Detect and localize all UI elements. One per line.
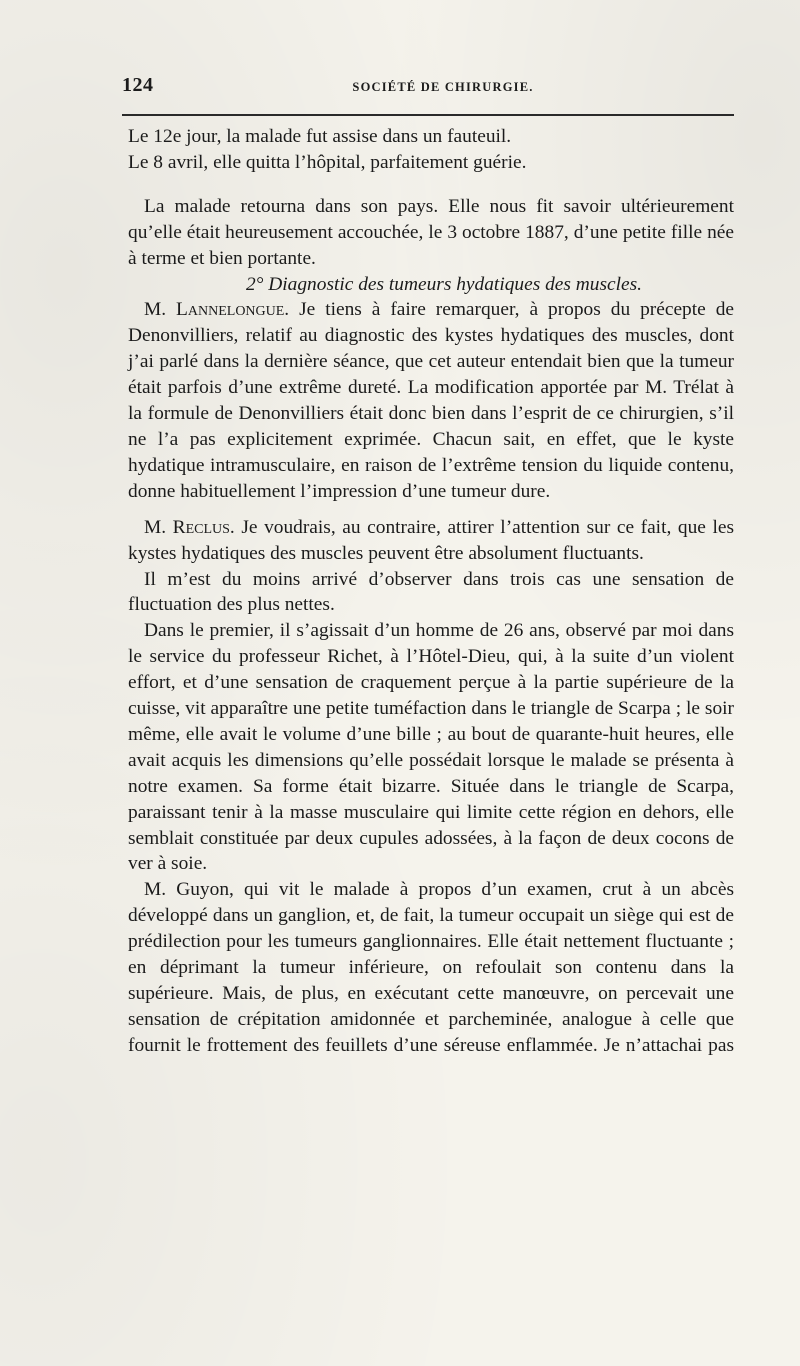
paragraph — [128, 297, 734, 504]
speech-text: Je voudrais, au contraire, attirer l’attention sur ce fait, que les kystes hydatiques des muscles peuvent être absolument fluctuants. — [128, 516, 734, 564]
paragraph: Dans le premier, il s’agissait d’un homme de 26 ans, observé par moi dans le service du professeur Richet, à l’Hôtel-Dieu, qui, à la suite d’un violent effort, et d’une sensation de craquement perçue à la partie supérieure de la cuisse, vit apparaître une petite tuméfaction dans le triangle de Scarpa ; le soir même, elle avait le volume d’une bille ; au bout de quarante-huit heures, elle avait acquis les dimensions qu’elle possédait lorsque le malade se présenta à notre examen. Sa forme était bizarre. Située dans le triangle de Scarpa, paraissant tenir à la masse musculaire qui limite cette région en dehors, elle semblait constituée par deux cupules adossées, à la façon de deux cocons de ver à soie. — [128, 620, 734, 875]
section-heading: 2° Diagnostic des tumeurs hydatiques des muscles. — [245, 273, 643, 295]
header-rule — [122, 114, 734, 116]
paragraph: Le 12e jour, la malade fut assise dans un fauteuil. — [128, 126, 512, 147]
speaker-name: M. Reclus. — [144, 516, 235, 538]
running-head: SOCIÉTÉ DE CHIRURGIE. — [352, 80, 534, 94]
page-header — [122, 74, 734, 104]
paragraph: La malade retourna dans son pays. Elle nous fit savoir ultérieurement qu’elle était heureusement accouchée, le 3 octobre 1887, d’une petite fille née à terme et bien portante. — [128, 195, 734, 269]
page-number: 124 — [122, 74, 154, 96]
body-text — [128, 124, 734, 1059]
speech-text: Je tiens à faire remarquer, à propos du précepte de Denonvilliers, relatif au diagnostic des kystes hydatiques des muscles, dont j’ai parlé dans la dernière séance, que cet auteur entendait bien que la tumeur était parfois d’une extrême dureté. La modification apportée par M. Trélat à la formule de Denonvilliers était donc bien dans l’esprit de ce chirurgien, s’il ne l’a pas explicitement exprimée. Chacun sait, en effet, que le kyste hydatique intramusculaire, en raison de l’extrême tension du liquide contenu, donne habituellement l’impression d’une tumeur dure. — [128, 299, 734, 502]
paragraph: Le 8 avril, elle quitta l’hôpital, parfaitement guérie. — [128, 151, 527, 173]
paragraph — [128, 515, 734, 567]
paragraph: Il m’est du moins arrivé d’observer dans trois cas une sensation de fluctuation des plus nettes. — [128, 568, 734, 616]
paragraph: M. Guyon, qui vit le malade à propos d’un examen, crut à un abcès développé dans un ganglion, et, de fait, la tumeur occupait un siège qui est de prédilection pour les tumeurs ganglionnaires. Elle était nettement fluctuante ; en déprimant la tumeur inférieure, on refoulait son contenu dans la supérieure. Mais, de plus, en exécutant cette manœuvre, on percevait une sensation de crépitation amidonnée et parcheminée, analogue à celle que fournit le frottement des feuillets d’une séreuse enflammée. Je n’attachai pas — [128, 879, 734, 1056]
speaker-name: M. Lannelongue. — [144, 299, 290, 321]
